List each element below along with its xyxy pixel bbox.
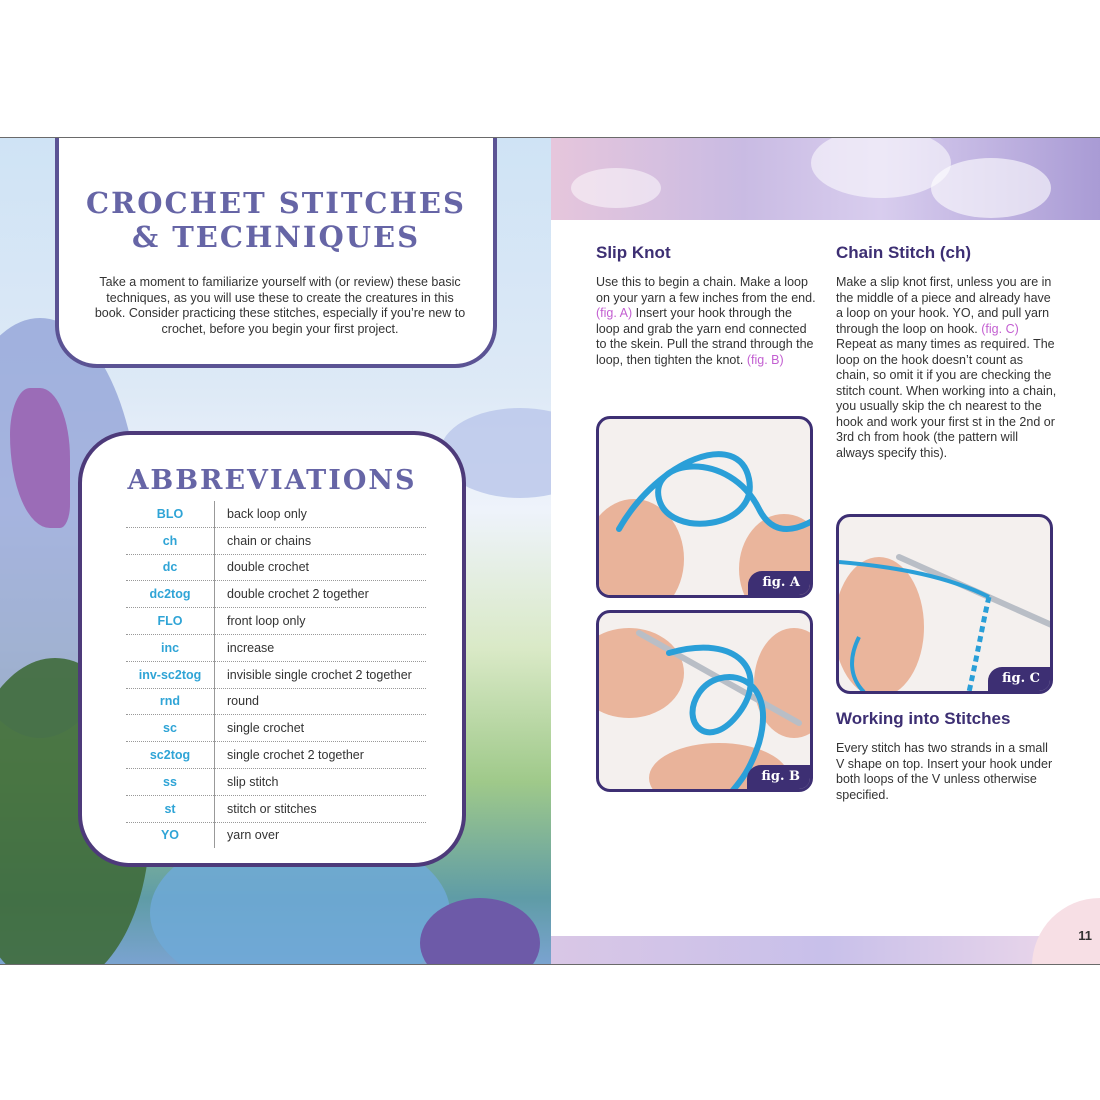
abbreviation-meaning: chain or chains bbox=[215, 527, 427, 554]
sky-header-illustration bbox=[551, 138, 1100, 220]
abbreviation-code: YO bbox=[126, 822, 215, 848]
chain-stitch-text-2: Repeat as many times as required. The loop on the hook doesn’t count as chain, so omit it if you are checking the stitch count. When working into a chain, you usually skip the ch nearest to the hook and work your first st in the 2nd or 3rd ch from hook (the pattern will always specify this). bbox=[836, 337, 1057, 460]
abbreviation-row bbox=[126, 822, 426, 848]
abbreviation-row bbox=[126, 715, 426, 742]
fig-a-label: fig. A bbox=[748, 571, 810, 595]
page-number: 11 bbox=[1078, 928, 1092, 943]
abbreviation-row bbox=[126, 661, 426, 688]
abbreviation-meaning: back loop only bbox=[215, 501, 427, 527]
fig-b-label: fig. B bbox=[747, 765, 810, 789]
figure-b bbox=[596, 610, 813, 792]
abbreviation-row bbox=[126, 554, 426, 581]
working-into-stitches-heading: Working into Stitches bbox=[836, 709, 1011, 728]
abbreviation-meaning: increase bbox=[215, 634, 427, 661]
abbreviations-table bbox=[126, 501, 426, 848]
abbreviation-row bbox=[126, 795, 426, 822]
abbreviation-row bbox=[126, 634, 426, 661]
abbreviation-code: inv-sc2tog bbox=[126, 661, 215, 688]
figure-a bbox=[596, 416, 813, 598]
abbreviation-meaning: invisible single crochet 2 together bbox=[215, 661, 427, 688]
abbreviation-code: ss bbox=[126, 768, 215, 795]
title-line-1: CROCHET STITCHES bbox=[86, 186, 466, 220]
abbreviation-row bbox=[126, 608, 426, 635]
fig-c-ref: (fig. C) bbox=[981, 321, 1019, 336]
abbreviation-row bbox=[126, 581, 426, 608]
slip-knot-heading: Slip Knot bbox=[596, 243, 671, 262]
book-spread bbox=[0, 137, 1100, 965]
abbreviation-meaning: yarn over bbox=[227, 828, 280, 843]
title-card bbox=[55, 138, 497, 368]
abbreviation-code: sc2tog bbox=[126, 742, 215, 769]
abbreviation-meaning: double crochet 2 together bbox=[215, 581, 427, 608]
slip-knot-text bbox=[596, 275, 818, 368]
abbreviation-row bbox=[126, 688, 426, 715]
abbreviation-meaning: double crochet bbox=[215, 554, 427, 581]
page-number-tab bbox=[1032, 898, 1100, 964]
abbreviation-row bbox=[126, 527, 426, 554]
chain-stitch-text-1: Make a slip knot first, unless you are in the middle of a piece and already have a loop on your hook. YO, and pull yarn through the loop on hook. bbox=[836, 275, 1052, 336]
abbreviation-row bbox=[126, 768, 426, 795]
abbreviation-code: sc bbox=[126, 715, 215, 742]
fig-c-label: fig. C bbox=[988, 667, 1050, 691]
abbreviation-code: st bbox=[126, 795, 215, 822]
abbreviation-code: rnd bbox=[126, 688, 215, 715]
abbreviations-card bbox=[78, 431, 466, 867]
slip-knot-text-2: Insert your hook through the loop and grab the yarn end connected to the skein. Pull the strand through the loop, then tighten the knot. bbox=[596, 306, 814, 367]
left-page bbox=[0, 138, 551, 964]
chain-stitch-heading: Chain Stitch (ch) bbox=[836, 243, 972, 262]
page-title bbox=[59, 186, 493, 254]
abbreviation-code: dc2tog bbox=[126, 581, 215, 608]
intro-text: Take a moment to familiarize yourself with (or review) these basic techniques, as you will use these to create the creatures in this book. Consider practicing these stitches, especially if you’re new to crochet, before you begin your first project. bbox=[94, 275, 466, 336]
abbreviation-meaning: front loop only bbox=[215, 608, 427, 635]
sky-footer-illustration bbox=[551, 936, 1100, 964]
right-page bbox=[551, 138, 1100, 964]
abbreviation-meaning: stitch or stitches bbox=[215, 795, 427, 822]
abbreviations-title: ABBREVIATIONS bbox=[127, 465, 417, 496]
slip-knot-text-1: Use this to begin a chain. Make a loop on your yarn a few inches from the end. bbox=[596, 275, 816, 305]
title-line-2: & TECHNIQUES bbox=[131, 220, 421, 254]
abbreviation-meaning: single crochet 2 together bbox=[215, 742, 427, 769]
fig-a-ref: (fig. A) bbox=[596, 306, 633, 320]
abbreviation-code: BLO bbox=[126, 501, 215, 527]
working-into-stitches-text: Every stitch has two strands in a small V shape on top. Insert your hook under both loops of the V unless otherwise specified. bbox=[836, 741, 1053, 802]
figure-c bbox=[836, 514, 1053, 694]
abbreviation-meaning: single crochet bbox=[215, 715, 427, 742]
abbreviation-row bbox=[126, 501, 426, 527]
chain-stitch-text bbox=[836, 275, 1058, 461]
fig-b-ref: (fig. B) bbox=[746, 352, 784, 367]
abbreviation-row bbox=[126, 742, 426, 769]
abbreviation-code: ch bbox=[126, 527, 215, 554]
abbreviation-code: FLO bbox=[126, 608, 215, 635]
abbreviation-meaning: round bbox=[215, 688, 427, 715]
abbreviation-meaning: slip stitch bbox=[215, 768, 427, 795]
abbreviation-code: dc bbox=[126, 554, 215, 581]
abbreviation-code: inc bbox=[126, 634, 215, 661]
